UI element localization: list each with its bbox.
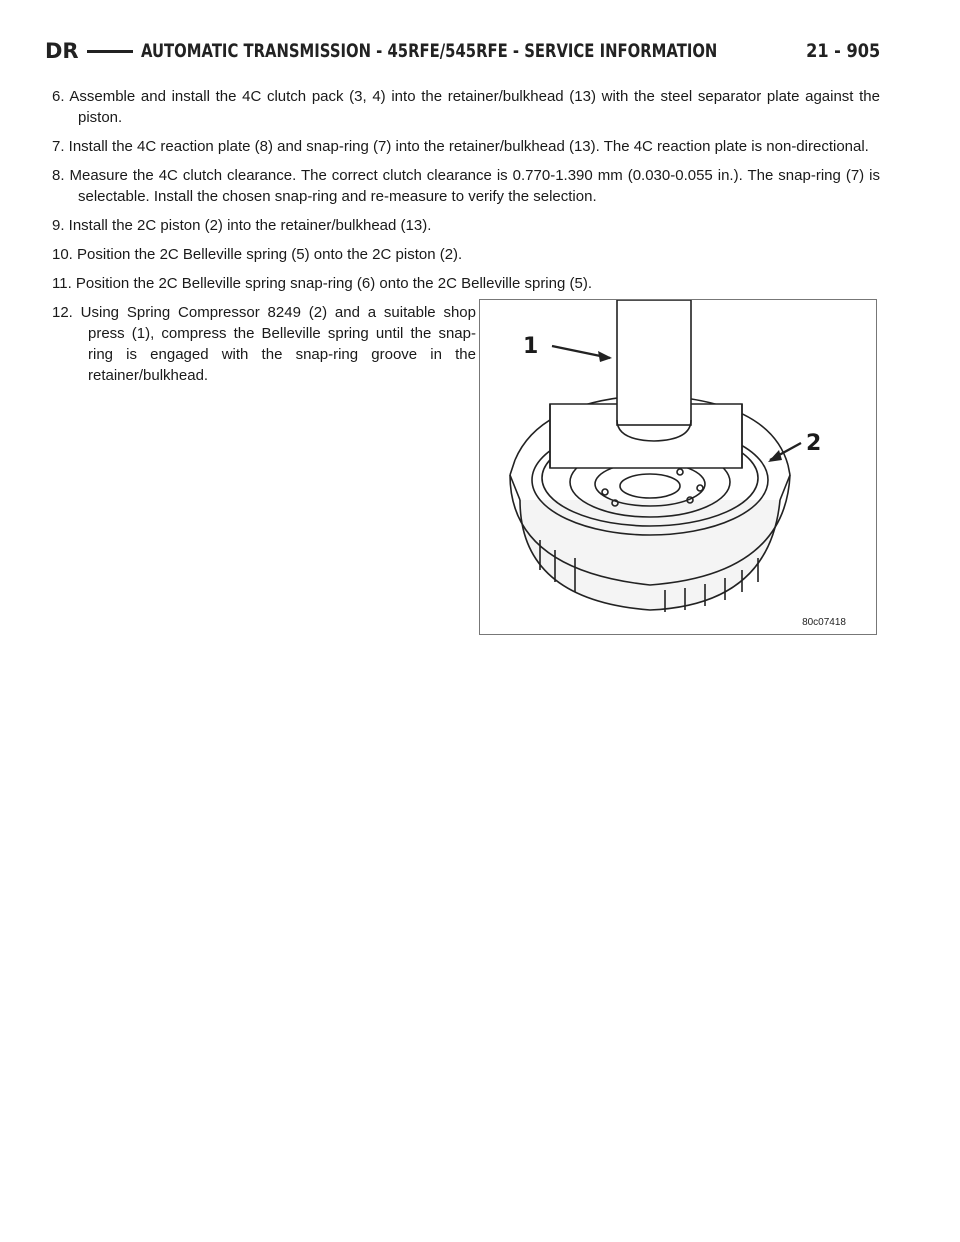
section-title: AUTOMATIC TRANSMISSION - 45RFE/545RFE - SERVICE INFORMATION bbox=[141, 40, 718, 62]
figure-code: 80c07418 bbox=[802, 617, 846, 628]
section-code: DR bbox=[45, 39, 79, 63]
step-12: 12. Using Spring Compressor 8249 (2) and a suitable shop press (1), compress the Belleville spring until the snap-ring is engaged with the snap-ring groove in the retainer/bulkhead. bbox=[52, 304, 476, 384]
step-7: 7. Install the 4C reaction plate (8) and snap-ring (7) into the retainer/bulkhead (13). The 4C reaction plate is non-directional. bbox=[52, 138, 869, 155]
step-6: 6. Assemble and install the 4C clutch pack (3, 4) into the retainer/bulkhead (13) with the steel separator plate against the piston. bbox=[52, 88, 880, 126]
step-10: 10. Position the 2C Belleville spring (5) onto the 2C piston (2). bbox=[52, 246, 463, 263]
header-rule bbox=[87, 50, 134, 53]
callout-2-label: 2 bbox=[806, 431, 822, 456]
page-header bbox=[45, 36, 880, 66]
step-11: 11. Position the 2C Belleville spring snap-ring (6) onto the 2C Belleville spring (5). bbox=[52, 275, 592, 292]
step-8: 8. Measure the 4C clutch clearance. The correct clutch clearance is 0.770-1.390 mm (0.030-0.055 in.). The snap-ring (7) is selectable. Install the chosen snap-ring and re-measure to verify the selection. bbox=[52, 167, 880, 205]
callout-1-label: 1 bbox=[523, 334, 539, 359]
figure-spring-compressor bbox=[479, 299, 877, 635]
step-9: 9. Install the 2C piston (2) into the retainer/bulkhead (13). bbox=[52, 217, 432, 234]
press-illustration bbox=[480, 300, 876, 634]
page-number: 21 - 905 bbox=[805, 40, 880, 62]
